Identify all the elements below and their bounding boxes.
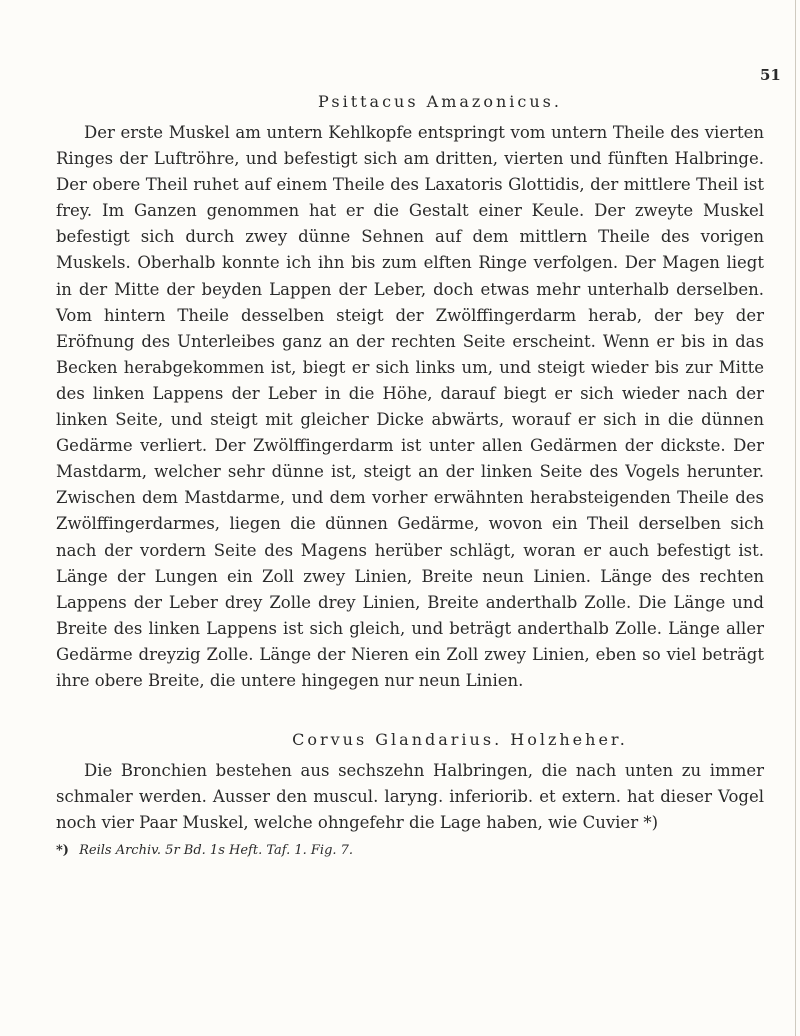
footnote-mark: *) — [56, 843, 69, 858]
paragraph-psittacus: Der erste Muskel am untern Kehlkopfe entspringt vom untern Theile des vierten Ringes der Luftröhre, und befestigt sich am dritten, vierten und fünften Halbringe. Der obere Theil ruhet auf einem Theile des Laxatoris Glottidis, der mittlere Theil ist frey. Im Ganzen genommen hat er die Gestalt einer Keule. Der zweyte Muskel befestigt sich durch zwey dünne Sehnen auf dem mittlern Theile des vorigen Muskels. Oberhalb konnte ich ihn bis zum elften Ringe verfolgen. Der Magen liegt in der Mitte der beyden Lappen der Leber, doch etwas mehr unterhalb derselben. Vom hintern Theile desselben steigt der Zwölffingerdarm herab, der bey der Eröfnung des Unterleibes ganz an der rechten Seite erscheint. Wenn er bis in das Becken herabgekommen ist, biegt er sich links um, und steigt wieder bis zur Mitte des linken Lappens der Leber in die Höhe, darauf biegt er sich wieder nach der linken Seite, und steigt mit gleicher Dicke abwärts, worauf er sich in die dünnen Gedärme verliert. Der Zwölffingerdarm ist unter allen Gedärmen der dickste. Der Mastdarm, welcher sehr dünne ist, steigt an der linken Seite des Vogels herunter. Zwischen dem Mastdarme, und dem vorher erwähnten herabsteigenden Theile des Zwölffingerdarmes, liegen die dünnen Gedärme, wovon ein Theil derselben sich nach der vordern Seite des Magens herüber schlägt, woran er auch befestigt ist. Länge der Lungen ein Zoll zwey Linien, Breite neun Linien. Länge des rechten Lappens der Leber drey Zolle drey Linien, Breite anderthalb Zolle. Die Länge und Breite des linken Lappens ist sich gleich, und beträgt anderthalb Zolle. Länge aller Gedärme dreyzig Zolle. Länge der Nieren ein Zoll zwey Linien, eben so viel beträgt ihre obere Breite, die untere hingegen nur neun Linien. — [56, 123, 764, 690]
section-heading-corvus: Corvus Glandarius. Holzheher. — [292, 730, 628, 749]
footnote-text: Reils Archiv. 5r Bd. 1s Heft. Taf. 1. Fig. 7. — [79, 843, 354, 858]
section-heading-psittacus: Psittacus Amazonicus. — [318, 92, 562, 111]
footnote — [56, 843, 764, 858]
page-edge-divider — [795, 0, 796, 1036]
page-number: 51 — [760, 66, 781, 84]
paragraph-corvus: Die Bronchien bestehen aus sechszehn Halbringen, die nach unten zu immer schmaler werden. Ausser den muscul. laryng. inferiorib. et extern. hat dieser Vogel noch vier Paar Muskel, welche ohngefehr die Lage haben, wie Cuvier *) — [56, 761, 764, 833]
